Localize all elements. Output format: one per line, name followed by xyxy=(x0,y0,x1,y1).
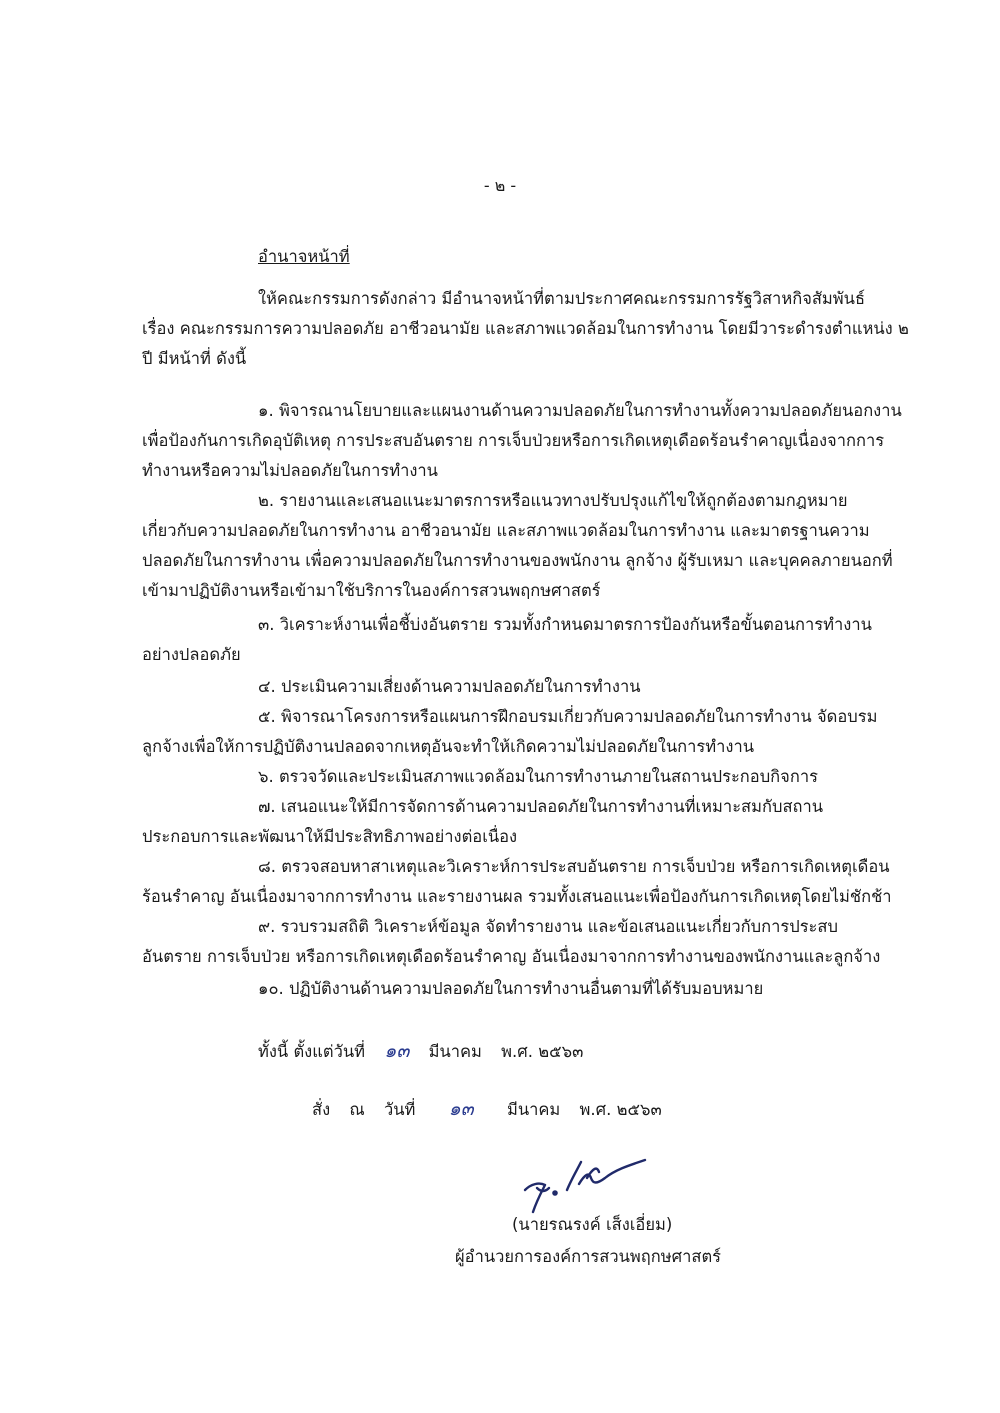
item-1-line-1: ๑. พิจารณานโยบายและแผนงานด้านความปลอดภัยในการทำงานทั้งความปลอดภัยนอกงาน xyxy=(258,401,902,420)
item-3-line-1: ๓. วิเคราะห์งานเพื่อชี้บ่งอันตราย รวมทั้งกำหนดมาตรการป้องกันหรือขั้นตอนการทำงาน xyxy=(258,615,872,634)
item-2-line-3: ปลอดภัยในการทำงาน เพื่อความปลอดภัยในการทำงานของพนักงาน ลูกจ้าง ผู้รับเหมา และบุคคลภายนอกที่ xyxy=(142,551,893,570)
section-heading: อำนาจหน้าที่ xyxy=(258,247,350,266)
ordered-year: ๒๕๖๓ xyxy=(616,1100,662,1119)
intro-line-1: ให้คณะกรรมการดังกล่าว มีอำนาจหน้าที่ตามประกาศคณะกรรมการรัฐวิสาหกิจสัมพันธ์ xyxy=(258,289,866,308)
item-5-line-1: ๕. พิจารณาโครงการหรือแผนการฝึกอบรมเกี่ยวกับความปลอดภัยในการทำงาน จัดอบรม xyxy=(258,707,878,726)
item-2-line-4: เข้ามาปฏิบัติงานหรือเข้ามาใช้บริการในองค์การสวนพฤกษศาสตร์ xyxy=(142,581,601,600)
item-9-line-2: อันตราย การเจ็บป่วย หรือการเกิดเหตุเดือดร้อนรำคาญ อันเนื่องมาจากการทำงานของพนักงานและลูกจ้าง xyxy=(142,947,881,966)
effective-prefix: ทั้งนี้ ตั้งแต่วันที่ xyxy=(258,1042,366,1061)
item-3-line-2: อย่างปลอดภัย xyxy=(142,645,241,664)
effective-year: ๒๕๖๓ xyxy=(538,1042,584,1061)
item-6-line-1: ๖. ตรวจวัดและประเมินสภาพแวดล้อมในการทำงานภายในสถานประกอบกิจการ xyxy=(258,767,818,786)
ordered-date-line xyxy=(312,1098,662,1121)
item-8-line-2: ร้อนรำคาญ อันเนื่องมาจากการทำงาน และรายงานผล รวมทั้งเสนอแนะเพื่อป้องกันการเกิดเหตุโดยไม่ชักช้า xyxy=(142,887,892,906)
page-number: - ๒ - xyxy=(483,176,517,195)
effective-day-handwritten: ๑๓ xyxy=(384,1040,410,1062)
intro-line-3: ปี มีหน้าที่ ดังนี้ xyxy=(142,349,247,368)
signature-mark xyxy=(515,1148,665,1218)
item-1-line-3: ทำงานหรือความไม่ปลอดภัยในการทำงาน xyxy=(142,461,438,480)
effective-date-line xyxy=(258,1040,583,1063)
item-2-line-1: ๒. รายงานและเสนอแนะมาตรการหรือแนวทางปรับปรุงแก้ไขให้ถูกต้องตามกฎหมาย xyxy=(258,491,848,510)
signer-position: ผู้อำนวยการองค์การสวนพฤกษศาสตร์ xyxy=(455,1247,722,1266)
item-5-line-2: ลูกจ้างเพื่อให้การปฏิบัติงานปลอดจากเหตุอันจะทำให้เกิดความไม่ปลอดภัยในการทำงาน xyxy=(142,737,754,756)
item-4-line-1: ๔. ประเมินความเสี่ยงด้านความปลอดภัยในการทำงาน xyxy=(258,677,641,696)
ordered-era: พ.ศ. xyxy=(579,1100,612,1119)
item-9-line-1: ๙. รวบรวมสถิติ วิเคราะห์ข้อมูล จัดทำรายงาน และข้อเสนอแนะเกี่ยวกับการประสบ xyxy=(258,917,838,936)
ordered-prefix: สั่ง xyxy=(312,1100,331,1119)
signer-name: (นายรณรงค์ เส็งเอี่ยม) xyxy=(512,1215,673,1234)
item-10-line-1: ๑๐. ปฏิบัติงานด้านความปลอดภัยในการทำงานอื่นตามที่ได้รับมอบหมาย xyxy=(258,979,764,998)
ordered-date-label: วันที่ xyxy=(383,1100,416,1119)
item-1-line-2: เพื่อป้องกันการเกิดอุบัติเหตุ การประสบอันตราย การเจ็บป่วยหรือการเกิดเหตุเดือดร้อนรำคาญเนื่องจากการ xyxy=(142,431,885,450)
ordered-at: ณ xyxy=(349,1100,365,1119)
ordered-month: มีนาคม xyxy=(506,1100,561,1119)
item-8-line-1: ๘. ตรวจสอบหาสาเหตุและวิเคราะห์การประสบอันตราย การเจ็บป่วย หรือการเกิดเหตุเดือน xyxy=(258,857,890,876)
effective-era: พ.ศ. xyxy=(501,1042,534,1061)
intro-line-2: เรื่อง คณะกรรมการความปลอดภัย อาชีวอนามัย และสภาพแวดล้อมในการทำงาน โดยมีวาระดำรงตำแหน่ง ๒ xyxy=(142,319,909,338)
item-2-line-2: เกี่ยวกับความปลอดภัยในการทำงาน อาชีวอนามัย และสภาพแวดล้อมในการทำงาน และมาตรฐานความ xyxy=(142,521,870,540)
item-7-line-2: ประกอบการและพัฒนาให้มีประสิทธิภาพอย่างต่อเนื่อง xyxy=(142,827,518,846)
ordered-day-handwritten: ๑๓ xyxy=(448,1098,474,1120)
item-7-line-1: ๗. เสนอแนะให้มีการจัดการด้านความปลอดภัยในการทำงานที่เหมาะสมกับสถาน xyxy=(258,797,824,816)
effective-month: มีนาคม xyxy=(428,1042,482,1061)
